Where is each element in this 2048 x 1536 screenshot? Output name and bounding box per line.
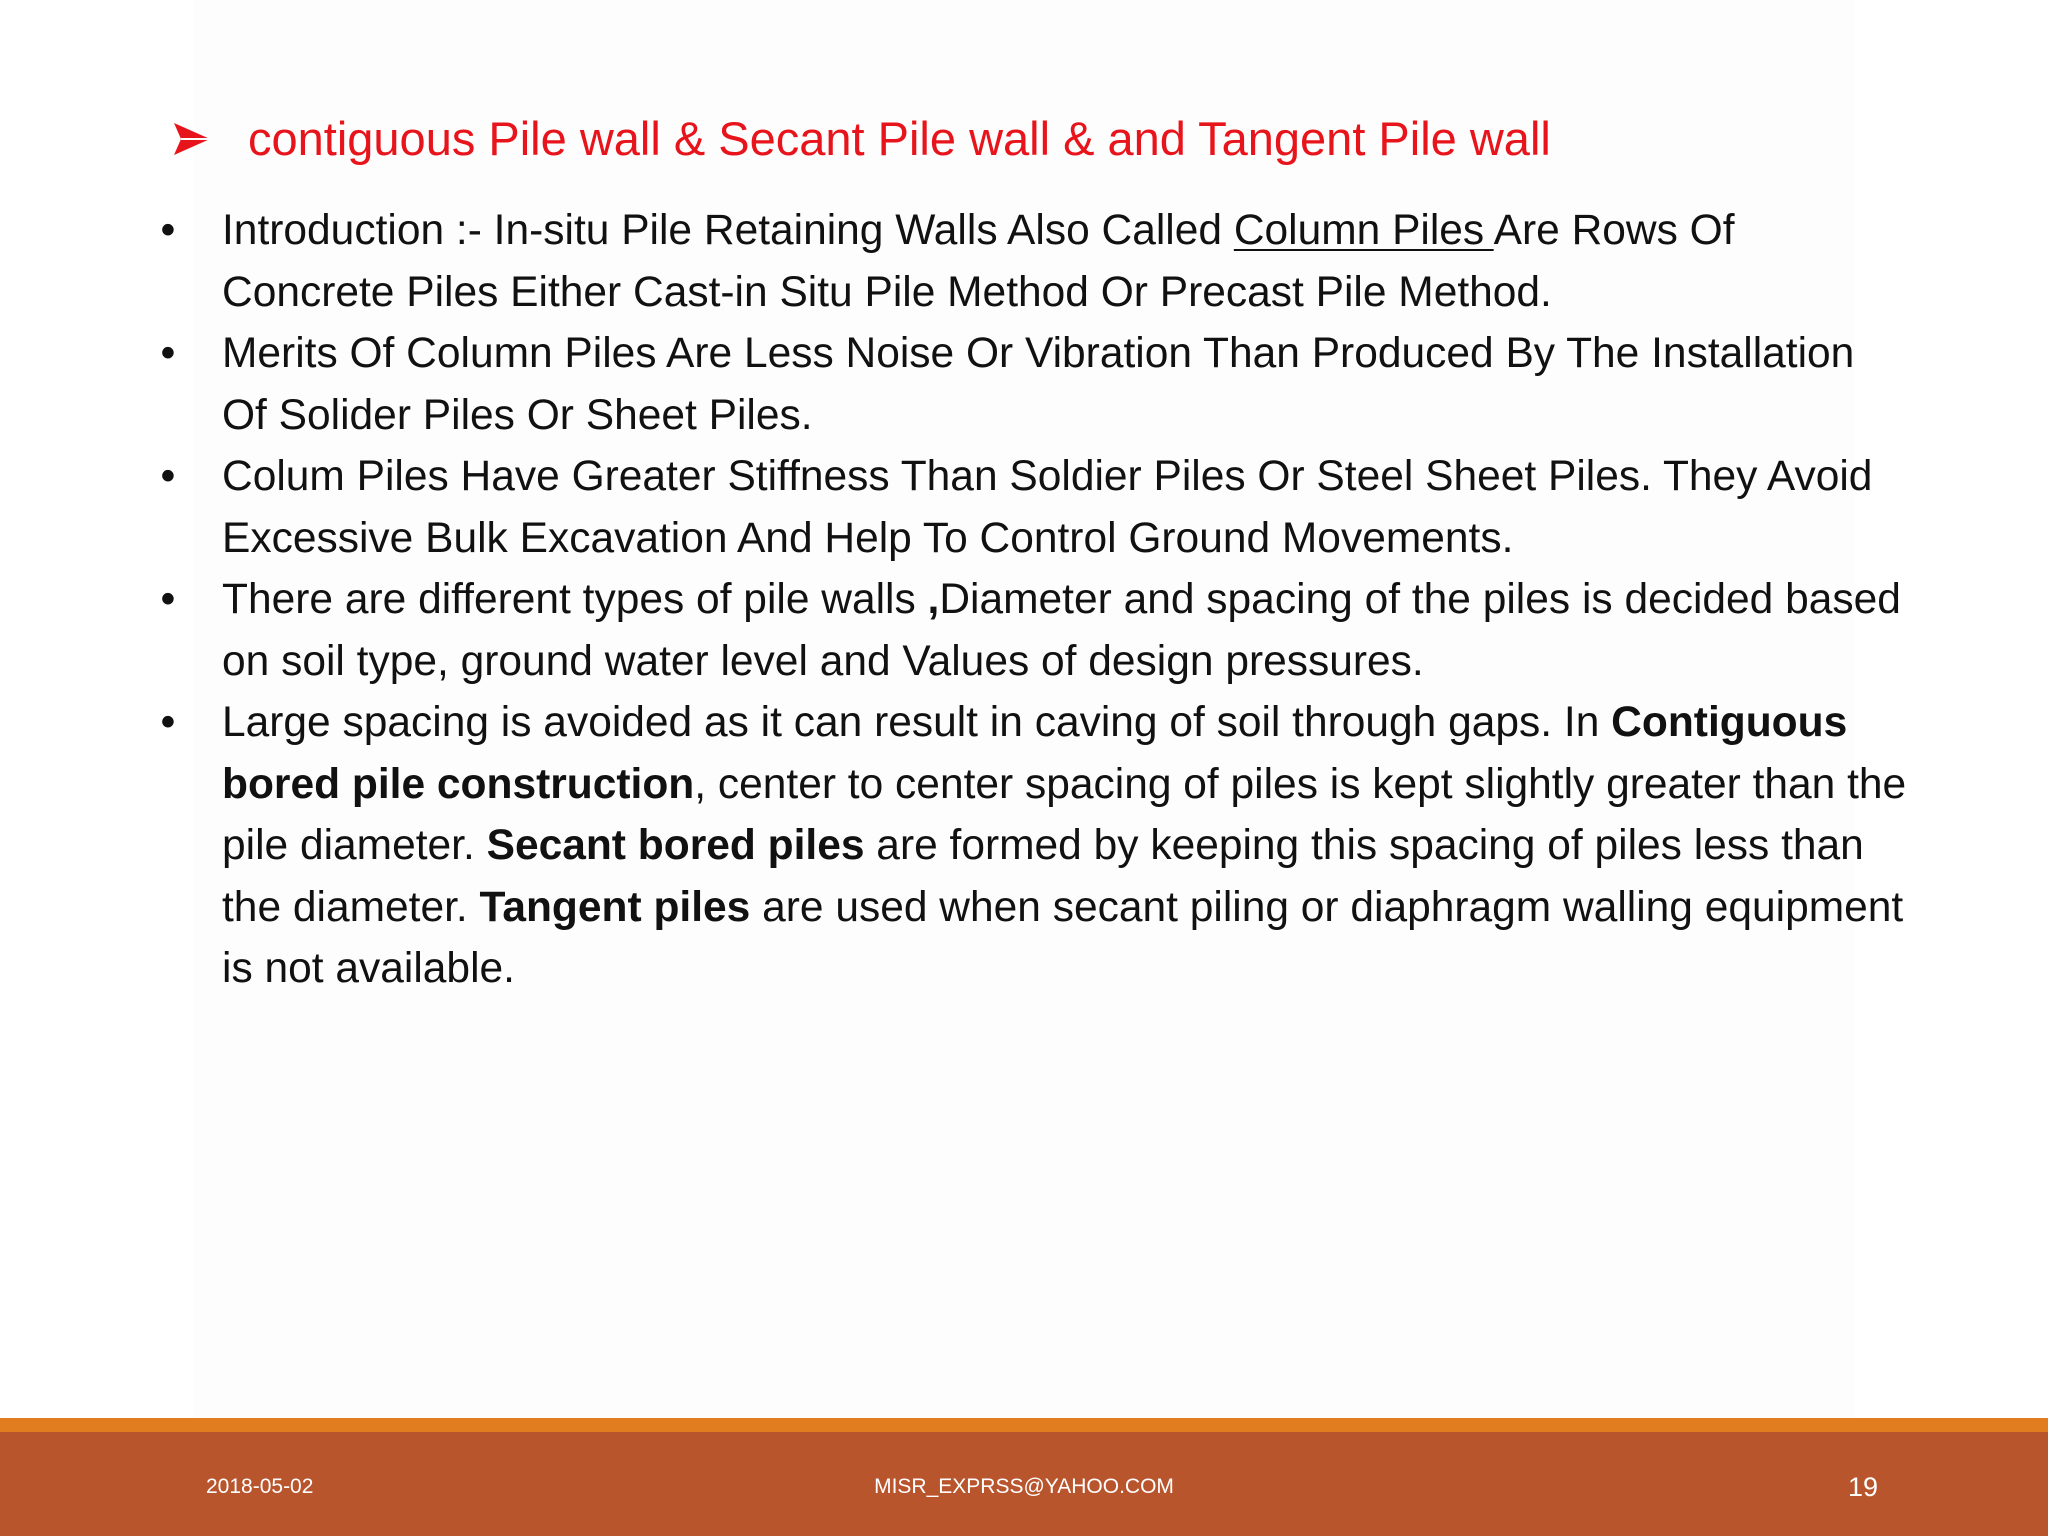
- bullet-item: [150, 446, 1910, 569]
- bullet-text: , center to center spacing of piles is kept slightly greater than the pile diameter.: [222, 760, 1907, 869]
- bullet-text: Colum Piles Have Greater Stiffness Than Soldier Piles Or Steel Sheet Piles. They Avoid Excessive Bulk Excavation And Help To Control Ground Movements.: [222, 453, 1873, 562]
- bullet-item: [150, 569, 1910, 692]
- bullet-text: are used when secant piling or diaphragm walling equipment is not available.: [222, 883, 1904, 992]
- bullet-text: are formed by keeping this spacing of piles less than the diameter.: [222, 822, 1864, 931]
- slide-title-row: [172, 104, 1972, 174]
- footer-email: MISR_EXPRSS@YAHOO.COM: [874, 1475, 1174, 1498]
- page-number: 19: [1847, 1472, 1879, 1502]
- bullet-dot: •: [160, 699, 176, 746]
- footer-accent-stripe: [0, 1418, 2048, 1432]
- bullet-item: [150, 323, 1910, 446]
- bullet-item: [150, 200, 1910, 323]
- bullet-dot: •: [160, 576, 176, 623]
- bullet-bold-term: Secant bored piles: [486, 822, 865, 869]
- footer-date: 2018-05-02: [206, 1475, 314, 1498]
- bullet-bold-term: Contiguous bored pile construction: [222, 699, 1848, 808]
- bullet-dot: •: [160, 330, 176, 377]
- bullet-dot: •: [160, 453, 176, 500]
- bullet-text: Large spacing is avoided as it can result in caving of soil through gaps. In: [222, 699, 1612, 746]
- slide-title: contiguous Pile wall & Secant Pile wall & and Tangent Pile wall: [248, 112, 1551, 165]
- bullet-text: There are different types of pile walls: [222, 576, 928, 623]
- bullet-item: [150, 692, 1910, 1000]
- bullet-dot: •: [160, 207, 176, 254]
- bullet-text: Merits Of Column Piles Are Less Noise Or Vibration Than Produced By The Installation Of Solider Piles Or Sheet Piles.: [222, 330, 1855, 439]
- bullet-text: Introduction :- In-situ Pile Retaining Walls Also Called: [222, 207, 1234, 254]
- arrow-bullet-icon: [172, 119, 212, 159]
- bullet-text: Are Rows Of Concrete Piles Either Cast-in Situ Pile Method Or Precast Pile Method.: [222, 207, 1735, 316]
- bullet-underlined-term: Column Piles: [1233, 207, 1494, 254]
- bullet-bold-comma: ,: [927, 576, 940, 623]
- bullet-bold-term: Tangent piles: [479, 883, 751, 931]
- bullet-list: [150, 200, 1910, 1000]
- bullet-text: Diameter and spacing of the piles is decided based on soil type, ground water level and Values of design pressures.: [222, 576, 1901, 685]
